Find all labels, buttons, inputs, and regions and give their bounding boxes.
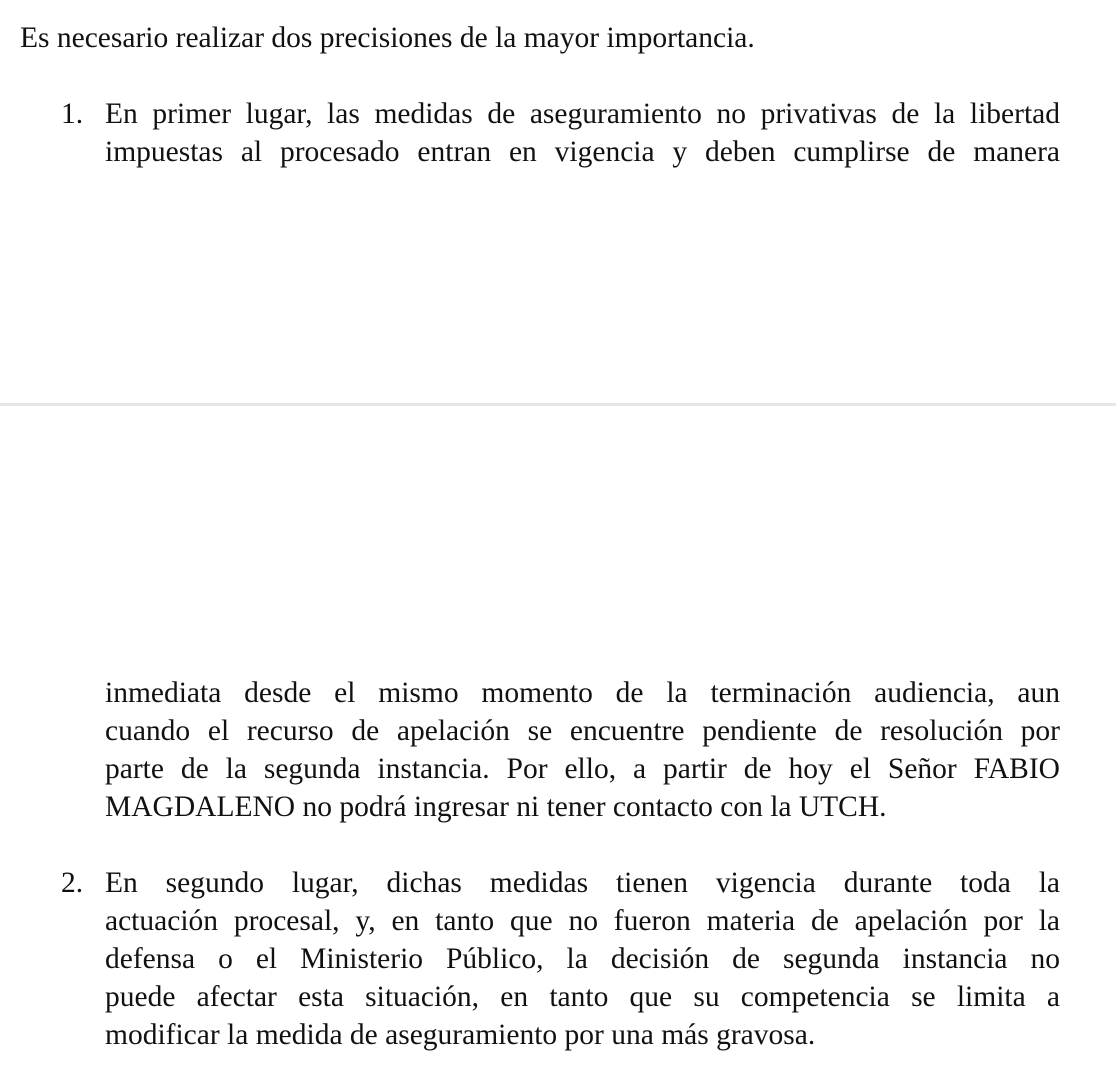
list-item-1-line-2: impuestas al procesado entran en vigencia y deben cumplirse de manera [105,136,1060,168]
list-item-2-line-5: modificar la medida de aseguramiento por una más gravosa. [105,1019,816,1051]
list-item-1-line-6: MAGDALENO no podrá ingresar ni tener contacto con la UTCH. [105,791,887,823]
list-item-1-line-1: En primer lugar, las medidas de aseguramiento no privativas de la libertad [105,98,1060,130]
page-break-divider [0,403,1116,406]
list-item-1-line-4: cuando el recurso de apelación se encuentre pendiente de resolución por [105,715,1060,747]
list-item-1-line-3: inmediata desde el mismo momento de la terminación audiencia, aun [105,677,1060,709]
list-item-1-number: 1. [61,98,84,130]
list-item-1-line-5: parte de la segunda instancia. Por ello, a partir de hoy el Señor FABIO [105,753,1060,785]
list-item-2-line-3: defensa o el Ministerio Público, la decisión de segunda instancia no [105,943,1060,975]
intro-paragraph: Es necesario realizar dos precisiones de la mayor importancia. [20,22,755,54]
list-item-2-number: 2. [61,867,84,899]
list-item-2-line-2: actuación procesal, y, en tanto que no fueron materia de apelación por la [105,905,1060,937]
list-item-2-line-1: En segundo lugar, dichas medidas tienen vigencia durante toda la [105,867,1060,899]
list-item-2-line-4: puede afectar esta situación, en tanto que su competencia se limita a [105,981,1060,1013]
